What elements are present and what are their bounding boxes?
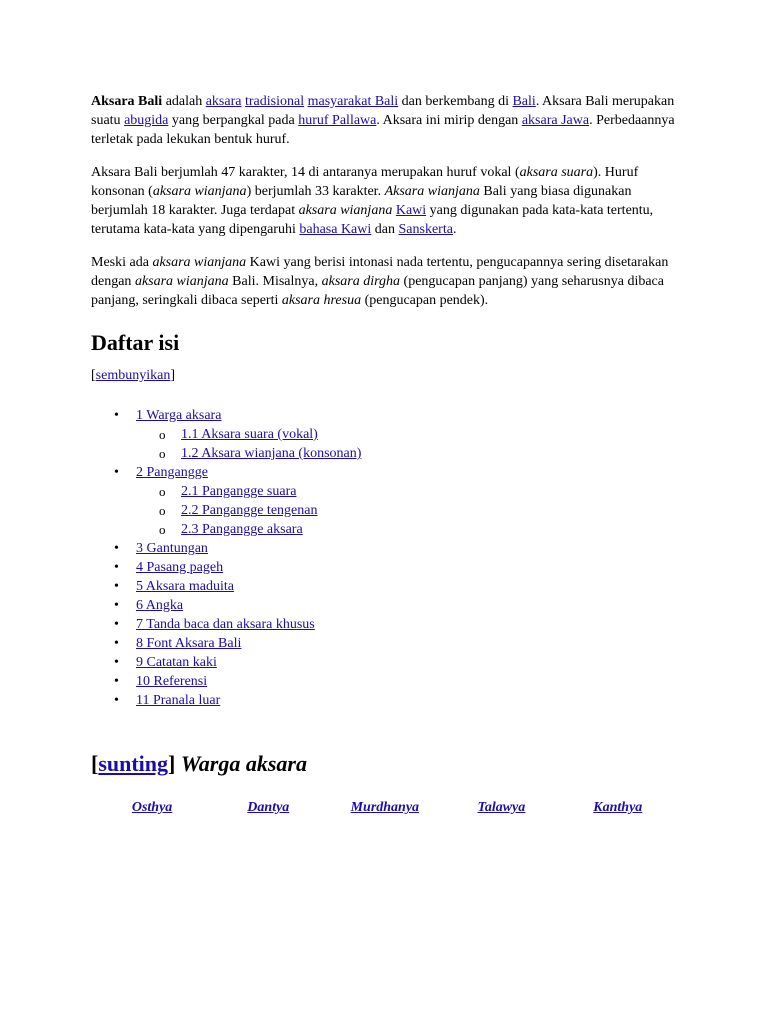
intro-paragraph-2: Aksara Bali berjumlah 47 karakter, 14 di antaranya merupakan huruf vokal (aksara suara). Huruf konsonan (aksara wianjana) berjumlah 33 karakter. Aksara wianjana Bali yang biasa digunakan berjumlah 18 karakter. Juga terdapat aksara wianjana Kawi yang digunakan pada kata-kata tertentu, terutama kata-kata yang dipengaruhi bahasa Kawi dan Sanskerta. xyxy=(91,165,654,237)
table-header-cell xyxy=(443,800,559,816)
toc-subitem xyxy=(136,482,676,501)
toc-link-font-aksara-bali[interactable]: 8 Font Aksara Bali xyxy=(136,636,242,651)
link-bali[interactable]: Bali xyxy=(512,94,536,109)
toc-sublist xyxy=(136,425,676,463)
table-header-cell xyxy=(94,800,210,816)
toc-sublist xyxy=(136,482,676,539)
toc-hide-link[interactable]: sembunyikan xyxy=(95,368,171,383)
article-subject: Aksara Bali xyxy=(91,94,163,109)
section-title: Warga aksara xyxy=(180,751,307,776)
table-header-cell xyxy=(210,800,326,816)
toc-item xyxy=(91,691,676,710)
edit-section-link[interactable]: sunting xyxy=(98,751,169,776)
toc-item xyxy=(91,539,676,558)
toc-link-catatan-kaki[interactable]: 9 Catatan kaki xyxy=(136,655,217,670)
table-header-cell xyxy=(560,800,676,816)
toc-link-warga-aksara[interactable]: 1 Warga aksara xyxy=(136,408,222,423)
intro-paragraph-3: Meski ada aksara wianjana Kawi yang berisi intonasi nada tertentu, pengucapannya sering disetarakan dengan aksara wianjana Bali. Misalnya, aksara dirgha (pengucapan panjang) yang seharusnya dibaca panjang, seringkali dibaca seperti aksara hresua (pengucapan pendek). xyxy=(91,255,669,308)
link-dantya[interactable]: Dantya xyxy=(247,800,290,815)
toc-link-pangangge-suara[interactable]: 2.1 Pangangge suara xyxy=(181,484,297,499)
link-bahasa-kawi[interactable]: bahasa Kawi xyxy=(299,222,372,237)
toc-item xyxy=(91,672,676,691)
table-header-row xyxy=(94,800,676,816)
toc-link-aksara-maduita[interactable]: 5 Aksara maduita xyxy=(136,579,234,594)
toc-item xyxy=(91,596,676,615)
toc-link-pangangge-tengenan[interactable]: 2.2 Pangangge tengenan xyxy=(181,503,318,518)
toc-item xyxy=(91,615,676,634)
toc-link-gantungan[interactable]: 3 Gantungan xyxy=(136,541,208,556)
link-huruf-pallawa[interactable]: huruf Pallawa xyxy=(298,113,377,128)
toc-link-tanda-baca[interactable]: 7 Tanda baca dan aksara khusus xyxy=(136,617,315,632)
toc-heading: Daftar isi xyxy=(91,330,180,355)
toc-subitem xyxy=(136,444,676,463)
toc-link-aksara-suara[interactable]: 1.1 Aksara suara (vokal) xyxy=(181,427,318,442)
toc-item xyxy=(91,577,676,596)
toc-link-referensi[interactable]: 10 Referensi xyxy=(136,674,208,689)
toc-link-pasang-pageh[interactable]: 4 Pasang pageh xyxy=(136,560,224,575)
link-kanthya[interactable]: Kanthya xyxy=(593,800,643,815)
toc-link-pangangge[interactable]: 2 Pangangge xyxy=(136,465,208,480)
toc-item xyxy=(91,463,676,539)
link-talawya[interactable]: Talawya xyxy=(477,800,526,815)
toc-subitem xyxy=(136,425,676,444)
toc-item xyxy=(91,406,676,463)
toc-toggle: [sembunyikan] xyxy=(91,368,175,383)
link-tradisional[interactable]: tradisional xyxy=(244,94,305,109)
link-osthya[interactable]: Osthya xyxy=(131,800,173,815)
table-header-cell xyxy=(326,800,443,816)
toc-item xyxy=(91,653,676,672)
link-murdhanya[interactable]: Murdhanya xyxy=(350,800,420,815)
link-masyarakat-bali[interactable]: masyarakat Bali xyxy=(307,94,399,109)
toc-link-aksara-wianjana[interactable]: 1.2 Aksara wianjana (konsonan) xyxy=(181,446,362,461)
link-aksara[interactable]: aksara xyxy=(205,94,242,109)
article-content xyxy=(91,92,676,816)
link-kawi[interactable]: Kawi xyxy=(395,203,427,218)
toc-link-angka[interactable]: 6 Angka xyxy=(136,598,184,613)
toc-list xyxy=(91,406,676,710)
link-abugida[interactable]: abugida xyxy=(124,113,169,128)
intro-paragraph-1: Aksara Bali adalah aksara tradisional masyarakat Bali dan berkembang di Bali. Aksara Bali merupakan suatu abugida yang berpangkal pada huruf Pallawa. Aksara ini mirip dengan aksara Jawa. Perbedaannya terletak pada lekukan bentuk huruf. xyxy=(91,94,675,147)
warga-aksara-table xyxy=(94,800,676,816)
toc-link-pangangge-aksara[interactable]: 2.3 Pangangge aksara xyxy=(181,522,303,537)
toc-subitem xyxy=(136,501,676,520)
toc-item xyxy=(91,634,676,653)
toc-link-pranala-luar[interactable]: 11 Pranala luar xyxy=(136,693,221,708)
toc-subitem xyxy=(136,520,676,539)
link-sanskerta[interactable]: Sanskerta xyxy=(398,222,453,237)
link-aksara-jawa[interactable]: aksara Jawa xyxy=(521,113,590,128)
section-heading-warga-aksara: [sunting] Warga aksara xyxy=(91,751,307,776)
toc-item xyxy=(91,558,676,577)
